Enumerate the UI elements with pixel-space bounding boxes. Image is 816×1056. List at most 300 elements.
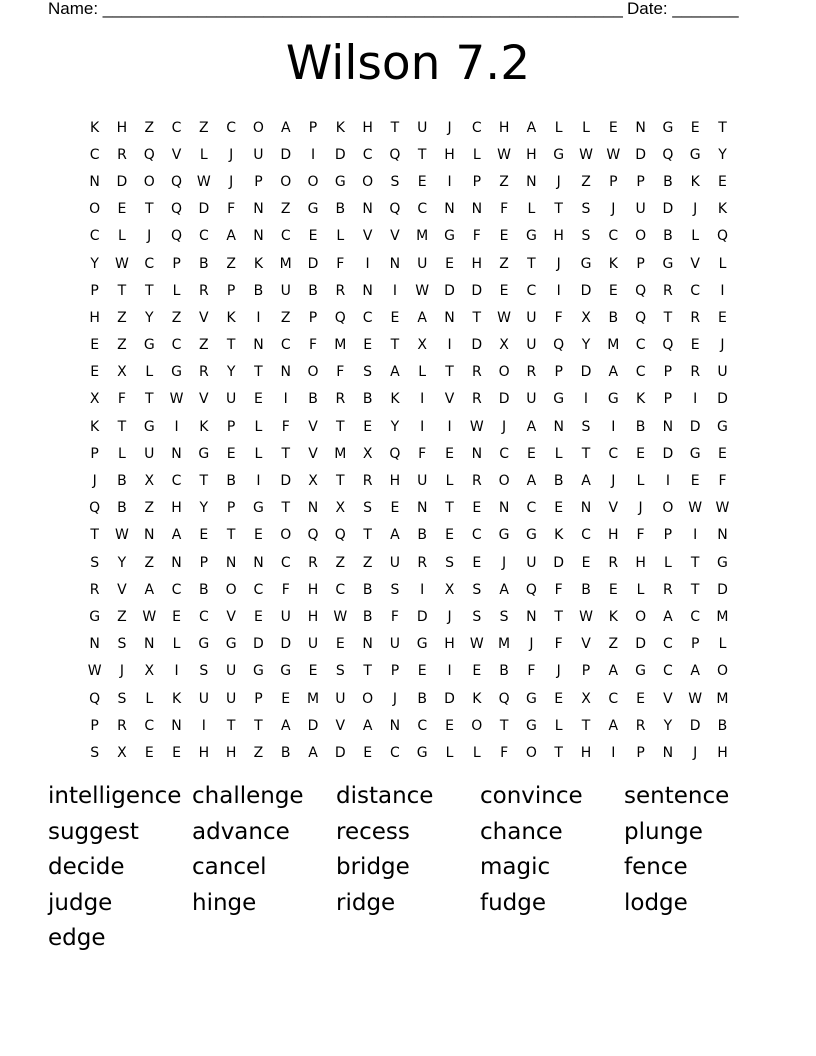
grid-letter: B <box>362 608 373 625</box>
grid-letter: R <box>608 554 619 571</box>
word-bank-item: bridge <box>336 854 410 880</box>
grid-letter: M <box>416 228 429 245</box>
grid-letter: N <box>253 201 264 218</box>
grid-letter: O <box>89 201 101 218</box>
grid-letter: V <box>663 690 673 707</box>
grid-letter: X <box>417 337 427 354</box>
grid-letter: B <box>199 581 209 598</box>
grid-letter: C <box>471 527 482 544</box>
word-bank-item: advance <box>192 818 290 845</box>
grid-letter: Y <box>226 364 236 381</box>
grid-letter: E <box>636 445 646 462</box>
grid-letter: F <box>554 309 563 326</box>
grid-letter: B <box>117 473 127 490</box>
grid-letter: G <box>553 391 565 408</box>
grid-letter: O <box>635 228 647 245</box>
grid-letter: O <box>362 690 374 707</box>
grid-letter: J <box>556 173 561 190</box>
grid-letter: O <box>498 473 510 490</box>
grid-letter: G <box>525 527 537 544</box>
grid-letter: Q <box>635 309 647 326</box>
grid-letter: W <box>87 663 102 680</box>
grid-letter: N <box>171 554 182 571</box>
word-bank-item: recess <box>336 818 410 845</box>
grid-letter: P <box>554 364 563 381</box>
grid-letter: Q <box>389 146 401 163</box>
grid-letter: B <box>117 500 127 517</box>
grid-letter: N <box>225 554 237 571</box>
grid-letter: N <box>498 500 510 517</box>
grid-letter: H <box>116 119 128 136</box>
grid-letter: G <box>662 255 674 272</box>
grid-letter: D <box>253 636 264 653</box>
grid-letter: G <box>280 663 292 680</box>
grid-letter: N <box>526 608 537 625</box>
grid-letter: D <box>198 201 210 218</box>
grid-letter: E <box>554 690 564 707</box>
grid-letter: N <box>171 717 182 734</box>
grid-letter: O <box>362 173 374 190</box>
grid-letter: L <box>472 744 481 761</box>
grid-letter: V <box>390 228 400 245</box>
grid-letter: C <box>280 337 291 354</box>
grid-letter: L <box>554 717 563 734</box>
grid-letter: G <box>553 146 565 163</box>
grid-letter: E <box>636 690 646 707</box>
grid-letter: T <box>554 744 563 761</box>
grid-letter: K <box>90 418 100 435</box>
grid-row <box>81 739 736 766</box>
grid-row <box>81 332 736 359</box>
grid-letter: J <box>720 337 725 354</box>
grid-letter: R <box>663 581 673 598</box>
grid-letter: R <box>635 717 646 734</box>
grid-letter: L <box>554 119 563 136</box>
grid-letter: R <box>117 717 127 734</box>
grid-letter: V <box>199 391 209 408</box>
grid-letter: W <box>715 500 730 517</box>
grid-letter: K <box>171 690 182 707</box>
grid-letter: V <box>308 418 318 435</box>
grid-letter: N <box>717 527 728 544</box>
grid-letter: G <box>198 445 210 462</box>
grid-letter: C <box>417 201 428 218</box>
grid-letter: C <box>499 445 509 462</box>
grid-letter: B <box>199 255 209 272</box>
grid-letter: M <box>306 690 320 707</box>
grid-letter: O <box>716 663 728 680</box>
grid-letter: Q <box>389 201 401 218</box>
grid-letter: B <box>280 744 291 761</box>
grid-letter: K <box>717 201 728 218</box>
grid-letter: N <box>171 445 182 462</box>
grid-letter: B <box>663 173 673 190</box>
word-bank-item: intelligence <box>48 783 182 809</box>
grid-letter: P <box>636 255 645 272</box>
grid-letter: V <box>117 581 127 598</box>
grid-letter: E <box>445 445 454 462</box>
grid-letter: Q <box>525 581 537 598</box>
grid-letter: A <box>390 364 400 381</box>
grid-letter: A <box>608 717 619 734</box>
grid-letter: Q <box>662 337 674 354</box>
grid-letter: M <box>716 690 729 707</box>
grid-letter: X <box>581 690 591 707</box>
grid-letter: E <box>281 690 291 707</box>
grid-letter: D <box>689 418 701 435</box>
grid-letter: L <box>582 119 590 136</box>
grid-letter: G <box>662 119 674 136</box>
grid-letter: W <box>142 608 157 625</box>
grid-letter: U <box>389 554 401 571</box>
word-bank-item: edge <box>48 925 106 951</box>
grid-letter: D <box>717 391 728 408</box>
grid-letter: U <box>307 636 319 653</box>
grid-row <box>81 467 736 494</box>
grid-letter: G <box>334 173 346 190</box>
grid-letter: Y <box>581 337 591 354</box>
grid-letter: J <box>556 255 561 272</box>
grid-letter: D <box>280 146 292 163</box>
grid-letter: C <box>226 119 237 136</box>
grid-letter: N <box>444 201 455 218</box>
grid-letter: J <box>556 663 561 680</box>
grid-letter: K <box>390 391 400 408</box>
grid-letter: L <box>118 445 126 462</box>
grid-letter: Q <box>171 173 183 190</box>
grid-row <box>81 576 736 603</box>
grid-letter: F <box>718 473 727 490</box>
grid-letter: B <box>308 282 318 299</box>
grid-letter: C <box>662 636 673 653</box>
grid-letter: Z <box>226 255 236 272</box>
grid-letter: E <box>172 608 181 625</box>
grid-letter: A <box>280 119 291 136</box>
grid-letter: T <box>281 500 290 517</box>
grid-letter: C <box>144 717 155 734</box>
grid-letter: C <box>198 608 209 625</box>
grid-letter: E <box>608 282 618 299</box>
grid-letter: S <box>581 418 591 435</box>
grid-letter: N <box>389 717 401 734</box>
grid-letter: E <box>363 337 373 354</box>
grid-letter: L <box>472 146 481 163</box>
grid-letter: O <box>498 364 510 381</box>
grid-letter: N <box>416 500 428 517</box>
grid-letter: A <box>308 744 318 761</box>
grid-letter: E <box>172 744 181 761</box>
word-bank-item: challenge <box>192 783 304 809</box>
grid-letter: V <box>308 445 318 462</box>
grid-letter: L <box>636 581 645 598</box>
grid-letter: C <box>608 690 619 707</box>
grid-letter: K <box>635 391 646 408</box>
word-bank-item: hinge <box>192 889 257 916</box>
grid-letter: Z <box>280 201 291 218</box>
grid-letter: Q <box>553 337 565 354</box>
grid-letter: T <box>690 581 700 598</box>
grid-letter: T <box>581 717 591 734</box>
grid-letter: G <box>525 717 537 734</box>
grid-letter: P <box>226 282 236 299</box>
grid-letter: W <box>579 608 593 625</box>
grid-letter: H <box>444 636 455 653</box>
grid-letter: P <box>90 445 99 462</box>
grid-letter: A <box>526 119 537 136</box>
grid-letter: B <box>335 201 346 218</box>
grid-letter: Y <box>199 500 209 517</box>
grid-letter: Z <box>117 608 127 625</box>
grid-letter: L <box>527 201 536 218</box>
grid-letter: V <box>444 391 455 408</box>
grid-letter: V <box>171 146 182 163</box>
word-bank-item: decide <box>48 854 125 880</box>
grid-letter: N <box>553 418 564 435</box>
grid-letter: F <box>418 445 427 462</box>
grid-letter: C <box>635 364 646 381</box>
grid-letter: F <box>390 608 399 625</box>
grid-row <box>81 658 736 685</box>
grid-letter: N <box>144 527 155 544</box>
grid-letter: F <box>308 337 318 354</box>
grid-letter: L <box>718 636 727 653</box>
word-bank-item: judge <box>48 889 113 916</box>
grid-row <box>81 196 736 223</box>
grid-letter: E <box>90 337 100 354</box>
grid-letter: L <box>691 228 700 245</box>
grid-letter: I <box>693 527 698 544</box>
grid-letter: A <box>608 364 619 381</box>
grid-letter: Y <box>663 717 673 734</box>
name-field-label: Name: _______________________________________________________ <box>48 0 623 18</box>
grid-letter: I <box>556 282 561 299</box>
grid-letter: L <box>418 364 427 381</box>
grid-letter: H <box>553 228 564 245</box>
grid-letter: U <box>526 391 537 408</box>
word-bank-item: distance <box>336 783 434 809</box>
grid-letter: C <box>635 337 646 354</box>
grid-letter: I <box>420 391 425 408</box>
grid-letter: A <box>526 418 537 435</box>
grid-letter: J <box>611 201 616 218</box>
grid-letter: H <box>389 473 401 490</box>
grid-letter: T <box>336 418 345 435</box>
grid-letter: T <box>226 337 236 354</box>
grid-letter: Q <box>334 527 346 544</box>
grid-letter: R <box>89 581 100 598</box>
grid-letter: H <box>498 119 510 136</box>
grid-letter: N <box>362 636 373 653</box>
grid-letter: G <box>198 636 210 653</box>
grid-letter: N <box>362 201 373 218</box>
grid-letter: O <box>225 581 237 598</box>
grid-letter: K <box>608 608 618 625</box>
grid-letter: R <box>690 364 701 381</box>
grid-letter: T <box>390 337 400 354</box>
grid-letter: U <box>526 554 537 571</box>
grid-letter: F <box>636 527 645 544</box>
grid-letter: K <box>690 173 700 190</box>
grid-letter: Q <box>389 445 401 462</box>
grid-letter: U <box>253 146 264 163</box>
grid-letter: R <box>117 146 127 163</box>
grid-letter: E <box>363 744 373 761</box>
grid-letter: J <box>638 500 643 517</box>
grid-letter: D <box>444 282 455 299</box>
grid-letter: Z <box>608 636 619 653</box>
grid-letter: W <box>115 255 129 272</box>
grid-row <box>81 413 736 440</box>
grid-letter: Q <box>635 282 647 299</box>
grid-letter: N <box>89 636 100 653</box>
grid-letter: I <box>693 391 698 408</box>
grid-letter: F <box>336 364 345 381</box>
grid-letter: J <box>447 119 452 136</box>
grid-letter: V <box>199 309 209 326</box>
grid-letter: K <box>554 527 564 544</box>
grid-letter: P <box>690 636 700 653</box>
grid-letter: P <box>390 663 400 680</box>
grid-letter: H <box>444 146 455 163</box>
grid-letter: N <box>253 554 264 571</box>
grid-letter: R <box>471 391 482 408</box>
grid-letter: E <box>199 527 209 544</box>
grid-letter: B <box>608 309 619 326</box>
grid-letter: S <box>390 581 400 598</box>
grid-letter: E <box>718 445 727 462</box>
grid-letter: P <box>308 119 318 136</box>
grid-letter: W <box>415 282 430 299</box>
grid-letter: M <box>607 337 620 354</box>
grid-letter: S <box>472 608 482 625</box>
grid-letter: V <box>226 608 236 625</box>
grid-letter: V <box>690 255 700 272</box>
grid-letter: X <box>144 473 155 490</box>
word-bank-item: suggest <box>48 818 139 845</box>
grid-letter: E <box>254 608 263 625</box>
grid-letter: X <box>581 309 591 326</box>
grid-letter: C <box>335 581 346 598</box>
grid-letter: H <box>471 255 483 272</box>
grid-row <box>81 685 736 712</box>
grid-letter: S <box>90 554 100 571</box>
grid-letter: A <box>499 581 509 598</box>
grid-letter: F <box>554 581 563 598</box>
grid-letter: Q <box>334 309 346 326</box>
grid-letter: E <box>144 744 154 761</box>
grid-letter: I <box>447 663 452 680</box>
grid-letter: E <box>499 282 509 299</box>
grid-letter: N <box>89 173 100 190</box>
grid-letter: C <box>280 228 291 245</box>
grid-letter: L <box>636 473 645 490</box>
grid-letter: F <box>227 201 236 218</box>
grid-letter: S <box>117 636 127 653</box>
grid-letter: D <box>334 146 346 163</box>
grid-letter: E <box>363 418 373 435</box>
grid-letter: G <box>689 445 701 462</box>
grid-letter: D <box>280 473 292 490</box>
grid-letter: E <box>390 500 400 517</box>
grid-letter: E <box>335 636 345 653</box>
grid-letter: S <box>335 663 345 680</box>
grid-letter: L <box>254 445 263 462</box>
grid-letter: I <box>310 146 316 163</box>
grid-letter: K <box>199 418 209 435</box>
grid-letter: D <box>416 608 428 625</box>
grid-letter: H <box>635 554 646 571</box>
grid-letter: P <box>90 717 99 734</box>
grid-row <box>81 250 736 277</box>
grid-letter: U <box>280 282 291 299</box>
grid-letter: C <box>417 717 428 734</box>
grid-letter: N <box>253 228 264 245</box>
grid-letter: X <box>335 500 346 517</box>
grid-letter: T <box>363 527 372 544</box>
grid-letter: P <box>226 418 236 435</box>
grid-letter: H <box>225 744 237 761</box>
grid-letter: C <box>608 228 619 245</box>
grid-letter: H <box>307 581 319 598</box>
grid-letter: W <box>115 527 129 544</box>
grid-letter: O <box>252 119 264 136</box>
grid-letter: L <box>172 282 181 299</box>
grid-letter: J <box>147 228 152 245</box>
grid-letter: P <box>199 554 209 571</box>
grid-row <box>81 141 736 168</box>
grid-letter: E <box>690 119 700 136</box>
grid-letter: A <box>171 527 182 544</box>
grid-letter: X <box>89 391 100 408</box>
word-bank-item: magic <box>480 854 551 880</box>
grid-letter: H <box>526 146 537 163</box>
grid-row <box>81 168 736 195</box>
grid-letter: I <box>256 309 261 326</box>
grid-letter: C <box>390 744 400 761</box>
grid-letter: T <box>445 364 454 381</box>
grid-letter: D <box>334 744 346 761</box>
grid-letter: E <box>499 228 509 245</box>
grid-letter: Z <box>117 337 127 354</box>
grid-letter: Q <box>171 228 183 245</box>
grid-letter: U <box>198 690 209 707</box>
grid-letter: U <box>717 364 728 381</box>
grid-letter: O <box>307 364 319 381</box>
grid-letter: I <box>365 255 370 272</box>
worksheet-header <box>48 0 740 20</box>
grid-letter: E <box>417 173 427 190</box>
grid-letter: D <box>635 146 646 163</box>
grid-letter: G <box>607 391 619 408</box>
grid-letter: D <box>689 717 701 734</box>
grid-letter: N <box>444 309 455 326</box>
grid-letter: D <box>662 445 674 462</box>
grid-letter: S <box>445 554 454 571</box>
grid-letter: U <box>226 663 237 680</box>
grid-letter: E <box>90 364 100 381</box>
word-bank-item: ridge <box>336 889 396 916</box>
grid-letter: Q <box>307 527 319 544</box>
grid-letter: H <box>608 527 619 544</box>
grid-letter: C <box>690 282 701 299</box>
grid-letter: E <box>608 581 618 598</box>
grid-letter: W <box>688 500 703 517</box>
grid-letter: C <box>89 146 100 163</box>
grid-letter: P <box>636 744 645 761</box>
grid-letter: M <box>498 636 511 653</box>
grid-letter: N <box>662 744 674 761</box>
grid-letter: B <box>362 391 373 408</box>
